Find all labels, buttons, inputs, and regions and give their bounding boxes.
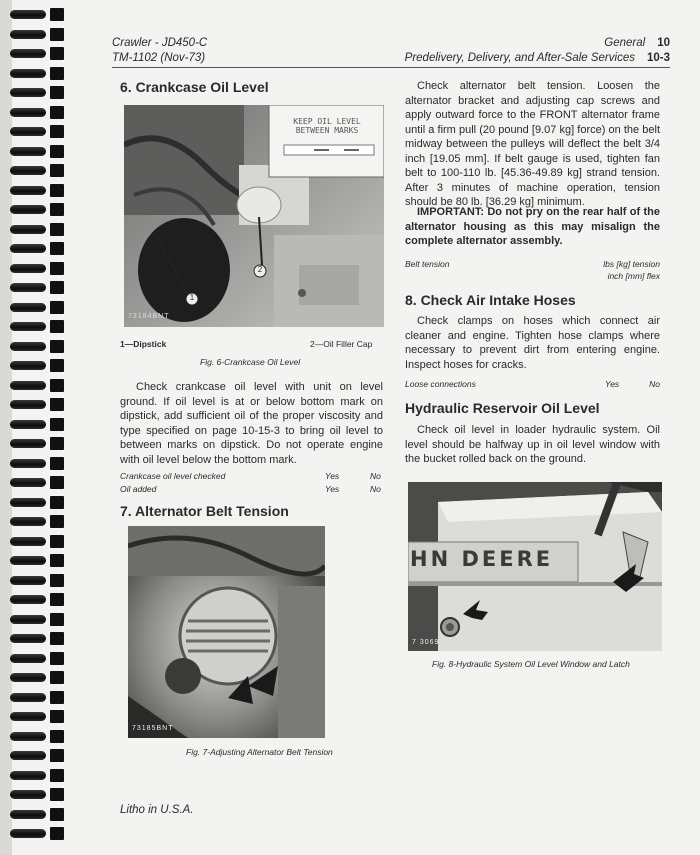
important-note: IMPORTANT: Do not pry on the rear half of the alternator housing as this may misalign the complete alternator assembly. — [405, 206, 660, 247]
binding-ring — [10, 340, 62, 353]
binding-ring — [10, 106, 62, 119]
binding-ring — [10, 398, 62, 411]
binding-ring — [10, 769, 62, 782]
binding-ring — [10, 184, 62, 197]
section-6-body: Check crankcase oil level with unit on level ground. If oil level is at or below bottom mark on dipstick, add sufficient oil of the proper viscosity and type specified on page 10-15-3 to bring oil level to between marks on dipstick. Do not operate engine with oil level below the bottom mark. — [120, 381, 383, 466]
fig8-photo — [408, 482, 662, 651]
binding-ring — [10, 808, 62, 821]
fig6-callout-1: 1 — [189, 293, 195, 302]
header-rule — [112, 67, 670, 68]
belt-tension-body: Check alternator belt tension. Loosen the alternator bracket and adjusting cap screws and apply outward force to the FRONT alternator frame until a firm pull (20 pound [9.07 kg] force) on the belt midway between the pulleys will deflect the belt 3/4 inch [19.05 mm]. If belt gauge is used, tighten fan belt to 100-110 lb. [45.36-49.89 kg] strand tension. After 3 minutes of machine operation, tension should be 80 lb. [36.29 kg] minimum. — [405, 80, 660, 208]
footer-print-note: Litho in U.S.A. — [120, 804, 194, 816]
group-name: Predelivery, Delivery, and After-Sale Services — [404, 52, 635, 64]
header-right — [405, 36, 670, 66]
binding-ring — [10, 8, 62, 21]
binding-ring — [10, 671, 62, 684]
binding-ring — [10, 437, 62, 450]
header-left — [112, 36, 207, 66]
fig7-photo — [128, 526, 325, 738]
binding-ring — [10, 730, 62, 743]
section-name: General — [604, 37, 646, 49]
section-8-heading: 8. Check Air Intake Hoses — [405, 292, 576, 308]
binding-ring — [10, 710, 62, 723]
fig6-callout-2: 2 — [257, 265, 263, 274]
binding-ring — [10, 379, 62, 392]
binding-ring — [10, 28, 62, 41]
binding-ring — [10, 223, 62, 236]
check-row-oil-added: Oil added Yes No — [120, 484, 381, 494]
binding-ring — [10, 281, 62, 294]
binding-ring — [10, 554, 62, 567]
fig8-code: 7 3069 — [412, 639, 440, 646]
hydraulic-body: Check oil level in loader hydraulic system. Oil level should be halfway up in oil level window with the bucket rolled back on the ground. — [405, 424, 660, 465]
section-8-body: Check clamps on hoses which connect air cleaner and engine. Tighten hose clamps where necessary to prevent dirt from entering engine. Inspect hoses for cracks. — [405, 315, 660, 371]
binding-ring — [10, 476, 62, 489]
fig6-photo — [124, 105, 384, 327]
legend-dipstick: 1—Dipstick — [120, 339, 167, 349]
fig6-inset-label: KEEP OIL LEVEL BETWEEN MARKS — [293, 117, 361, 135]
binding-ring — [10, 515, 62, 528]
fig6-caption: Fig. 6-Crankcase Oil Level — [200, 357, 301, 367]
binding-ring — [10, 652, 62, 665]
binding-ring — [10, 125, 62, 138]
binding-ring — [10, 535, 62, 548]
binding-ring — [10, 203, 62, 216]
binding-ring — [10, 164, 62, 177]
binding-ring — [10, 691, 62, 704]
binding-ring — [10, 613, 62, 626]
spiral-binding — [0, 0, 70, 855]
binding-ring — [10, 242, 62, 255]
binding-ring — [10, 457, 62, 470]
legend-filler-cap: 2—Oil Filler Cap — [310, 339, 373, 349]
binding-ring — [10, 593, 62, 606]
fig8-caption: Fig. 8-Hydraulic System Oil Level Window and Latch — [432, 659, 630, 669]
model-title: Crawler - JD450-C — [112, 37, 208, 49]
binding-ring — [10, 145, 62, 158]
binding-ring — [10, 827, 62, 840]
binding-ring — [10, 496, 62, 509]
manual-number: TM-1102 (Nov-73) — [112, 52, 206, 64]
section-7-heading: 7. Alternator Belt Tension — [120, 503, 289, 519]
fig6-code: 73184BNT — [128, 313, 170, 320]
binding-ring — [10, 749, 62, 762]
hydraulic-heading: Hydraulic Reservoir Oil Level — [405, 400, 600, 416]
binding-ring — [10, 86, 62, 99]
fig7-caption: Fig. 7-Adjusting Alternator Belt Tension — [186, 747, 333, 757]
binding-ring — [10, 418, 62, 431]
page-number: 10-3 — [646, 52, 670, 64]
section-6-heading: 6. Crankcase Oil Level — [120, 79, 269, 95]
fig7-code: 73185BNT — [132, 725, 174, 732]
binding-ring — [10, 67, 62, 80]
binding-ring — [10, 632, 62, 645]
binding-ring — [10, 262, 62, 275]
fig8-brand-decal: HN DEERE — [410, 547, 554, 571]
check-row-oil-checked: Crankcase oil level checked Yes No — [120, 471, 381, 481]
binding-ring — [10, 47, 62, 60]
binding-ring — [10, 301, 62, 314]
binding-ring — [10, 359, 62, 372]
binding-ring — [10, 574, 62, 587]
belt-tension-row: Belt tension lbs [kg] tension inch [mm] flex — [405, 259, 660, 281]
binding-ring — [10, 788, 62, 801]
check-row-loose-connections: Loose connections Yes No — [405, 379, 660, 389]
binding-ring — [10, 320, 62, 333]
section-number: 10 — [657, 37, 670, 49]
